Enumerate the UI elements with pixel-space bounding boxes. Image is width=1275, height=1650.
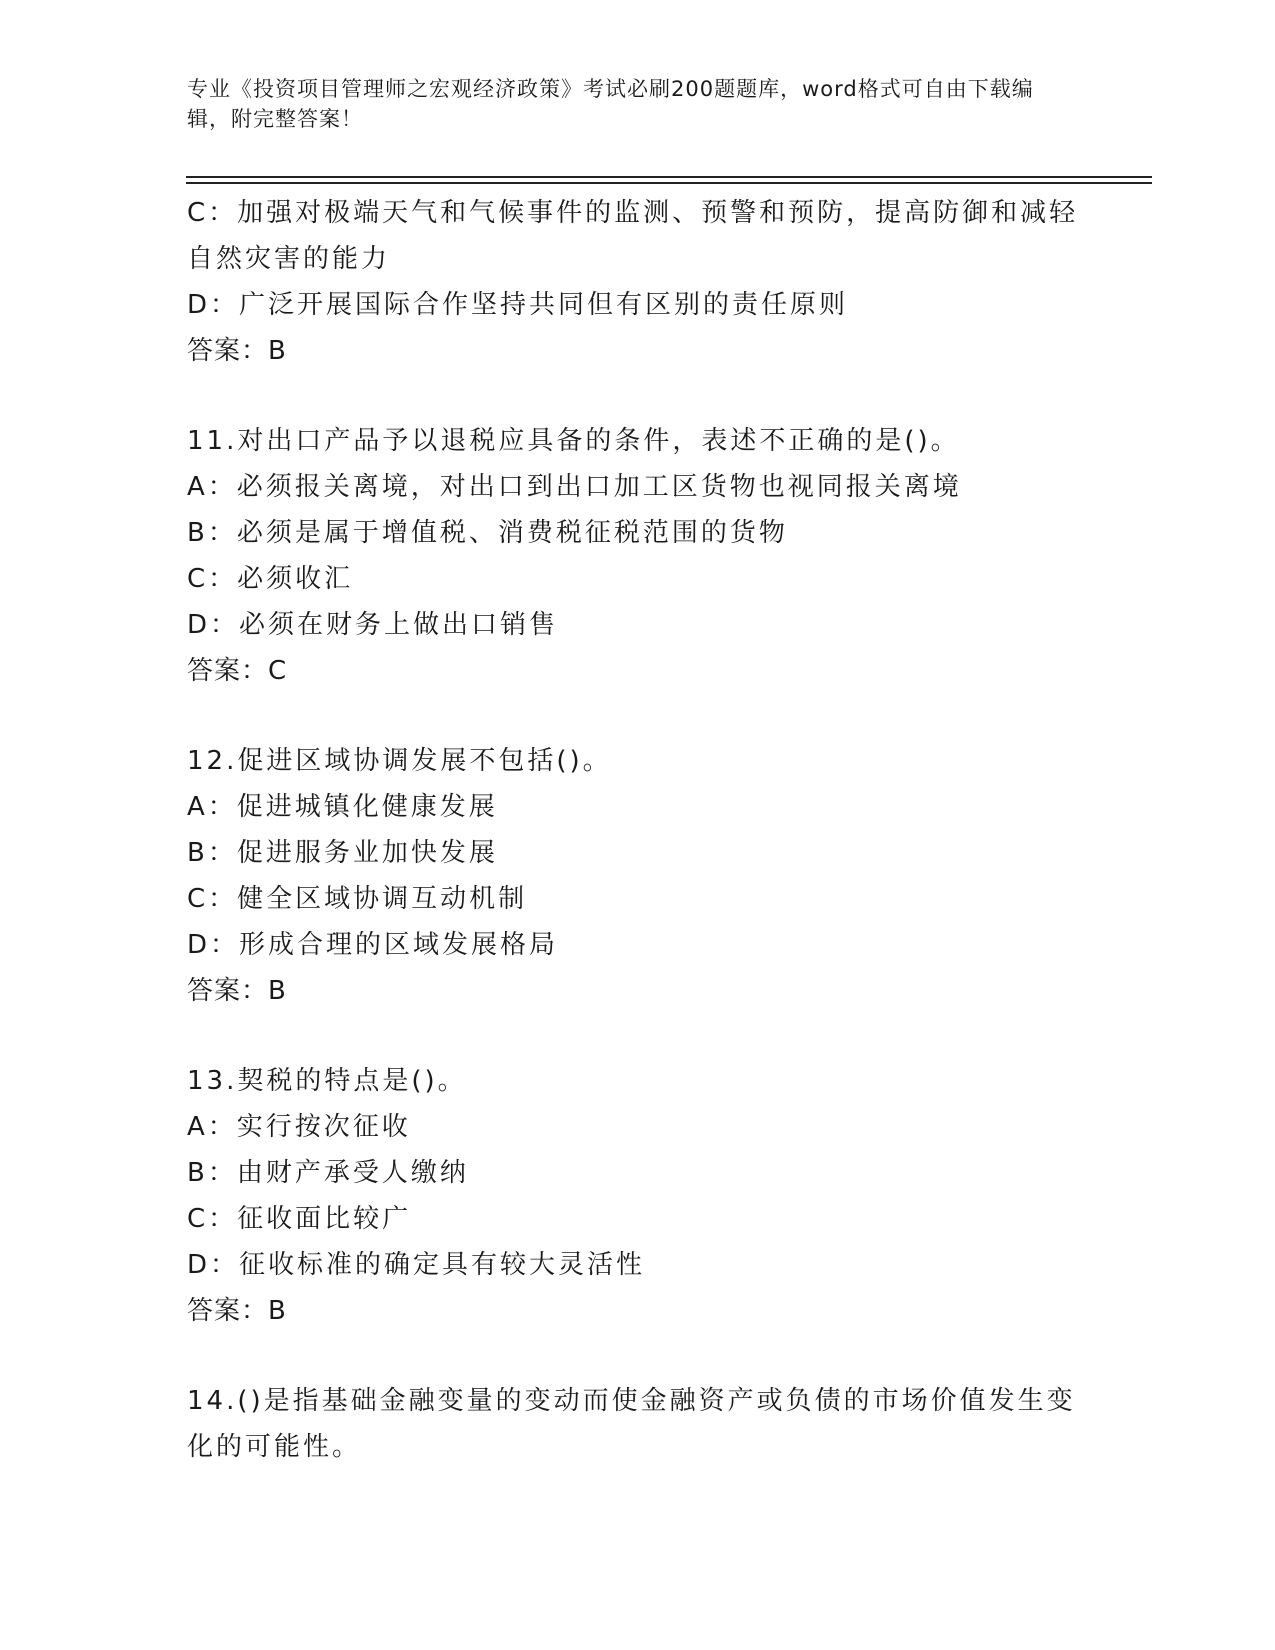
answer-label: 答案：B <box>187 976 287 1006</box>
option-d: D：征收标准的确定具有较大灵活性 <box>187 1250 646 1280</box>
option-d: D：形成合理的区域发展格局 <box>187 930 559 960</box>
answer-label: 答案：B <box>187 1296 287 1326</box>
option-c: C：加强对极端天气和气候事件的监测、预警和预防，提高防御和减轻自然灾害的能力 <box>187 198 1079 274</box>
question-stem: 12.促进区域协调发展不包括()。 <box>187 746 612 776</box>
question-block-11 <box>187 418 1087 694</box>
page-header: 专业《投资项目管理师之宏观经济政策》考试必刷200题题库，word格式可自由下载编辑，附完整答案！ <box>187 77 1034 131</box>
option-c: C：必须收汇 <box>187 564 354 594</box>
question-stem: 13.契税的特点是()。 <box>187 1066 467 1096</box>
answer-label: 答案：C <box>187 656 288 686</box>
question-stem: 11.对出口产品予以退税应具备的条件，表述不正确的是()。 <box>187 426 960 456</box>
option-c: C：征收面比较广 <box>187 1204 412 1234</box>
header-rule-bottom <box>186 182 1152 184</box>
header-rule-top <box>186 176 1152 178</box>
option-a: A：实行按次征收 <box>187 1112 411 1142</box>
option-b: B：由财产承受人缴纳 <box>187 1158 469 1188</box>
question-block-12 <box>187 738 1087 1014</box>
option-a: A：必须报关离境，对出口到出口加工区货物也视同报关离境 <box>187 472 962 502</box>
question-block-10 <box>187 190 1087 374</box>
option-b: B：必须是属于增值税、消费税征税范围的货物 <box>187 518 788 548</box>
option-b: B：促进服务业加快发展 <box>187 838 498 868</box>
answer-label: 答案：B <box>187 336 287 366</box>
question-stem: 14.()是指基础金融变量的变动而使金融资产或负债的市场价值发生变化的可能性。 <box>187 1386 1076 1462</box>
question-block-14 <box>187 1378 1087 1470</box>
option-c: C：健全区域协调互动机制 <box>187 884 528 914</box>
question-content <box>187 190 1087 1470</box>
option-d: D：广泛开展国际合作坚持共同但有区别的责任原则 <box>187 290 849 320</box>
option-a: A：促进城镇化健康发展 <box>187 792 498 822</box>
option-d: D：必须在财务上做出口销售 <box>187 610 559 640</box>
question-block-13 <box>187 1058 1087 1334</box>
